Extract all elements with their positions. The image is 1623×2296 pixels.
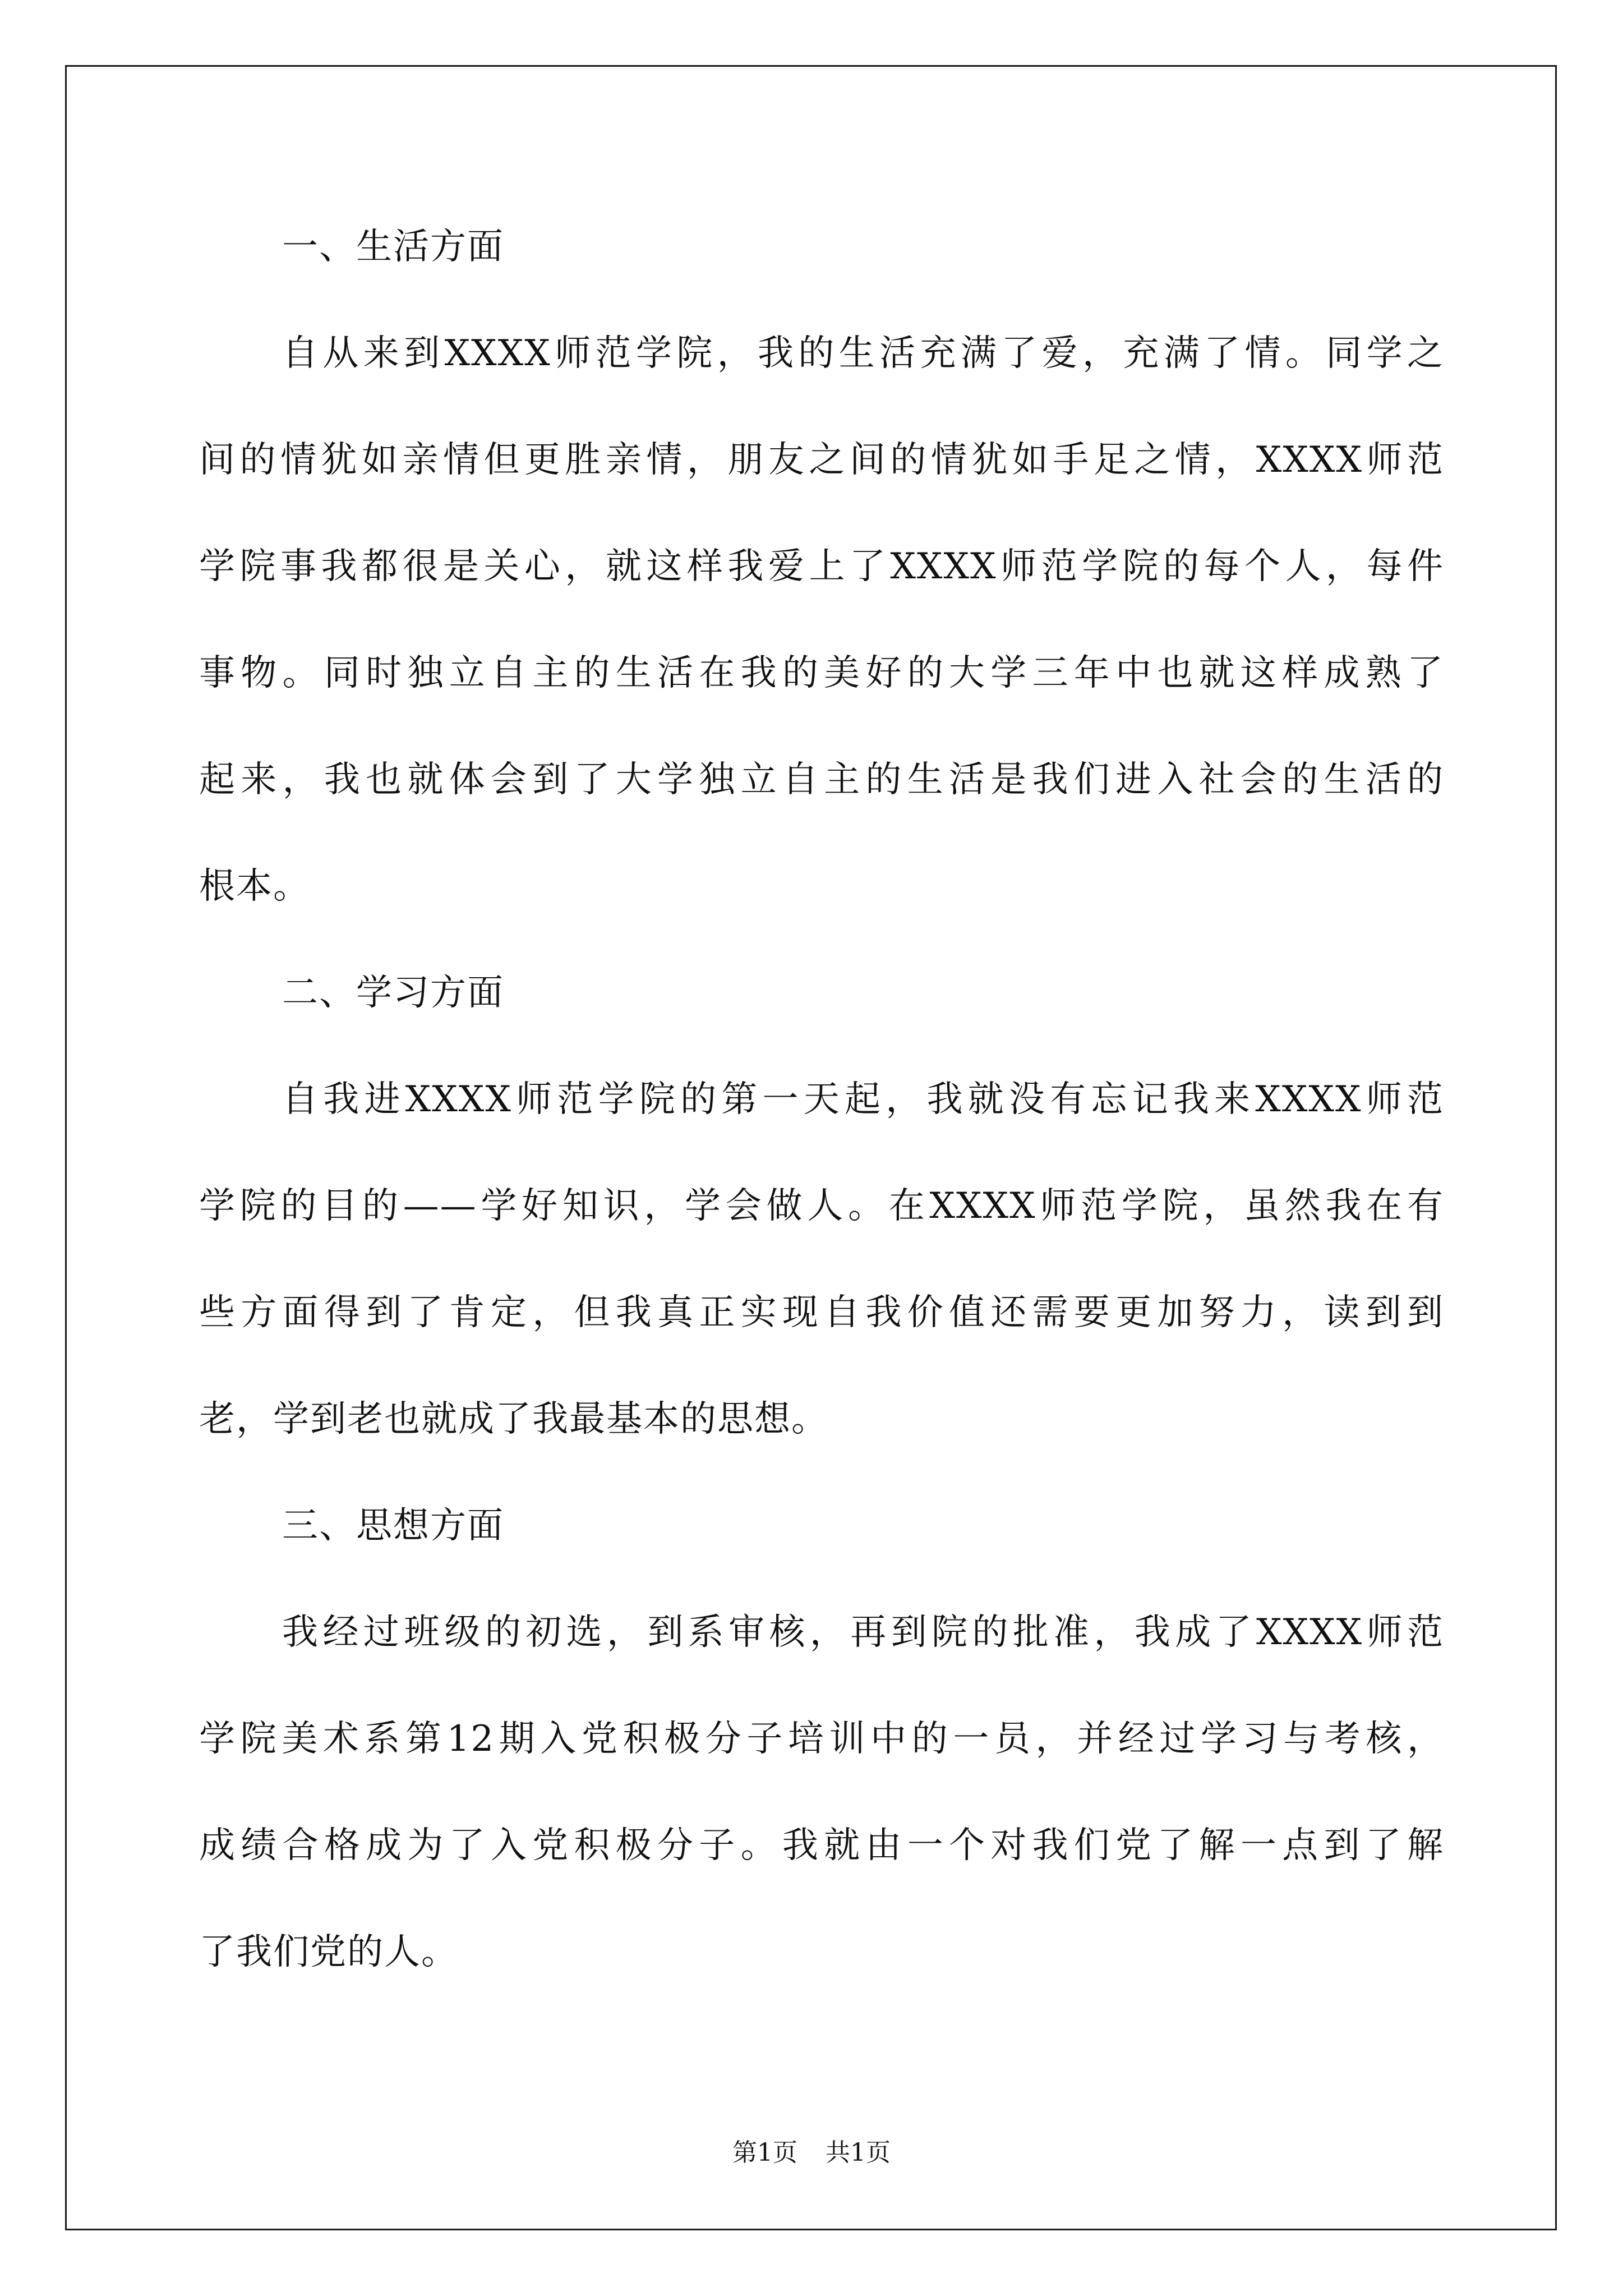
page-number: 第1页: [732, 2138, 797, 2167]
paragraph-line: 我经过班级的初选，到系审核，再到院的批准，我成了XXXX师范: [282, 1612, 1444, 1653]
paragraph-line: 根本。: [199, 866, 310, 907]
paragraph-line: 间的情犹如亲情但更胜亲情，朋友之间的情犹如手足之情，XXXX师范: [199, 439, 1444, 481]
paragraph-line: 起来，我也就体会到了大学独立自主的生活是我们进入社会的生活的: [199, 759, 1444, 800]
paragraph-line: 些方面得到了肯定，但我真正实现自我价值还需要更加努力，读到到: [199, 1292, 1444, 1333]
paragraph-line: 成绩合格成为了入党积极分子。我就由一个对我们党了解一点到了解: [199, 1825, 1444, 1866]
paragraph-line: 了我们党的人。: [199, 1931, 458, 1973]
page-border: [65, 65, 1557, 2230]
paragraph-line: 学院美术系第12期入党积极分子培训中的一员，并经过学习与考核，: [199, 1718, 1444, 1760]
paragraph-line: 学院的目的——学好知识，学会做人。在XXXX师范学院，虽然我在有: [199, 1185, 1444, 1227]
page-total: 共1页: [826, 2138, 891, 2167]
paragraph-line: 自我进XXXX师范学院的第一天起，我就没有忘记我来XXXX师范: [282, 1079, 1444, 1120]
section-heading-thought: 三、思想方面: [282, 1505, 504, 1547]
paragraph-line: 老，学到老也就成了我最基本的思想。: [199, 1398, 828, 1440]
section-heading-study: 二、学习方面: [282, 972, 504, 1014]
paragraph-line: 学院事我都很是关心，就这样我爱上了XXXX师范学院的每个人，每件: [199, 546, 1444, 587]
paragraph-line: 事物。同时独立自主的生活在我的美好的大学三年中也就这样成熟了: [199, 652, 1444, 694]
paragraph-line: 自从来到XXXX师范学院，我的生活充满了爱，充满了情。同学之: [282, 333, 1444, 374]
section-heading-life: 一、生活方面: [282, 226, 504, 268]
page-footer: [0, 2136, 1623, 2170]
